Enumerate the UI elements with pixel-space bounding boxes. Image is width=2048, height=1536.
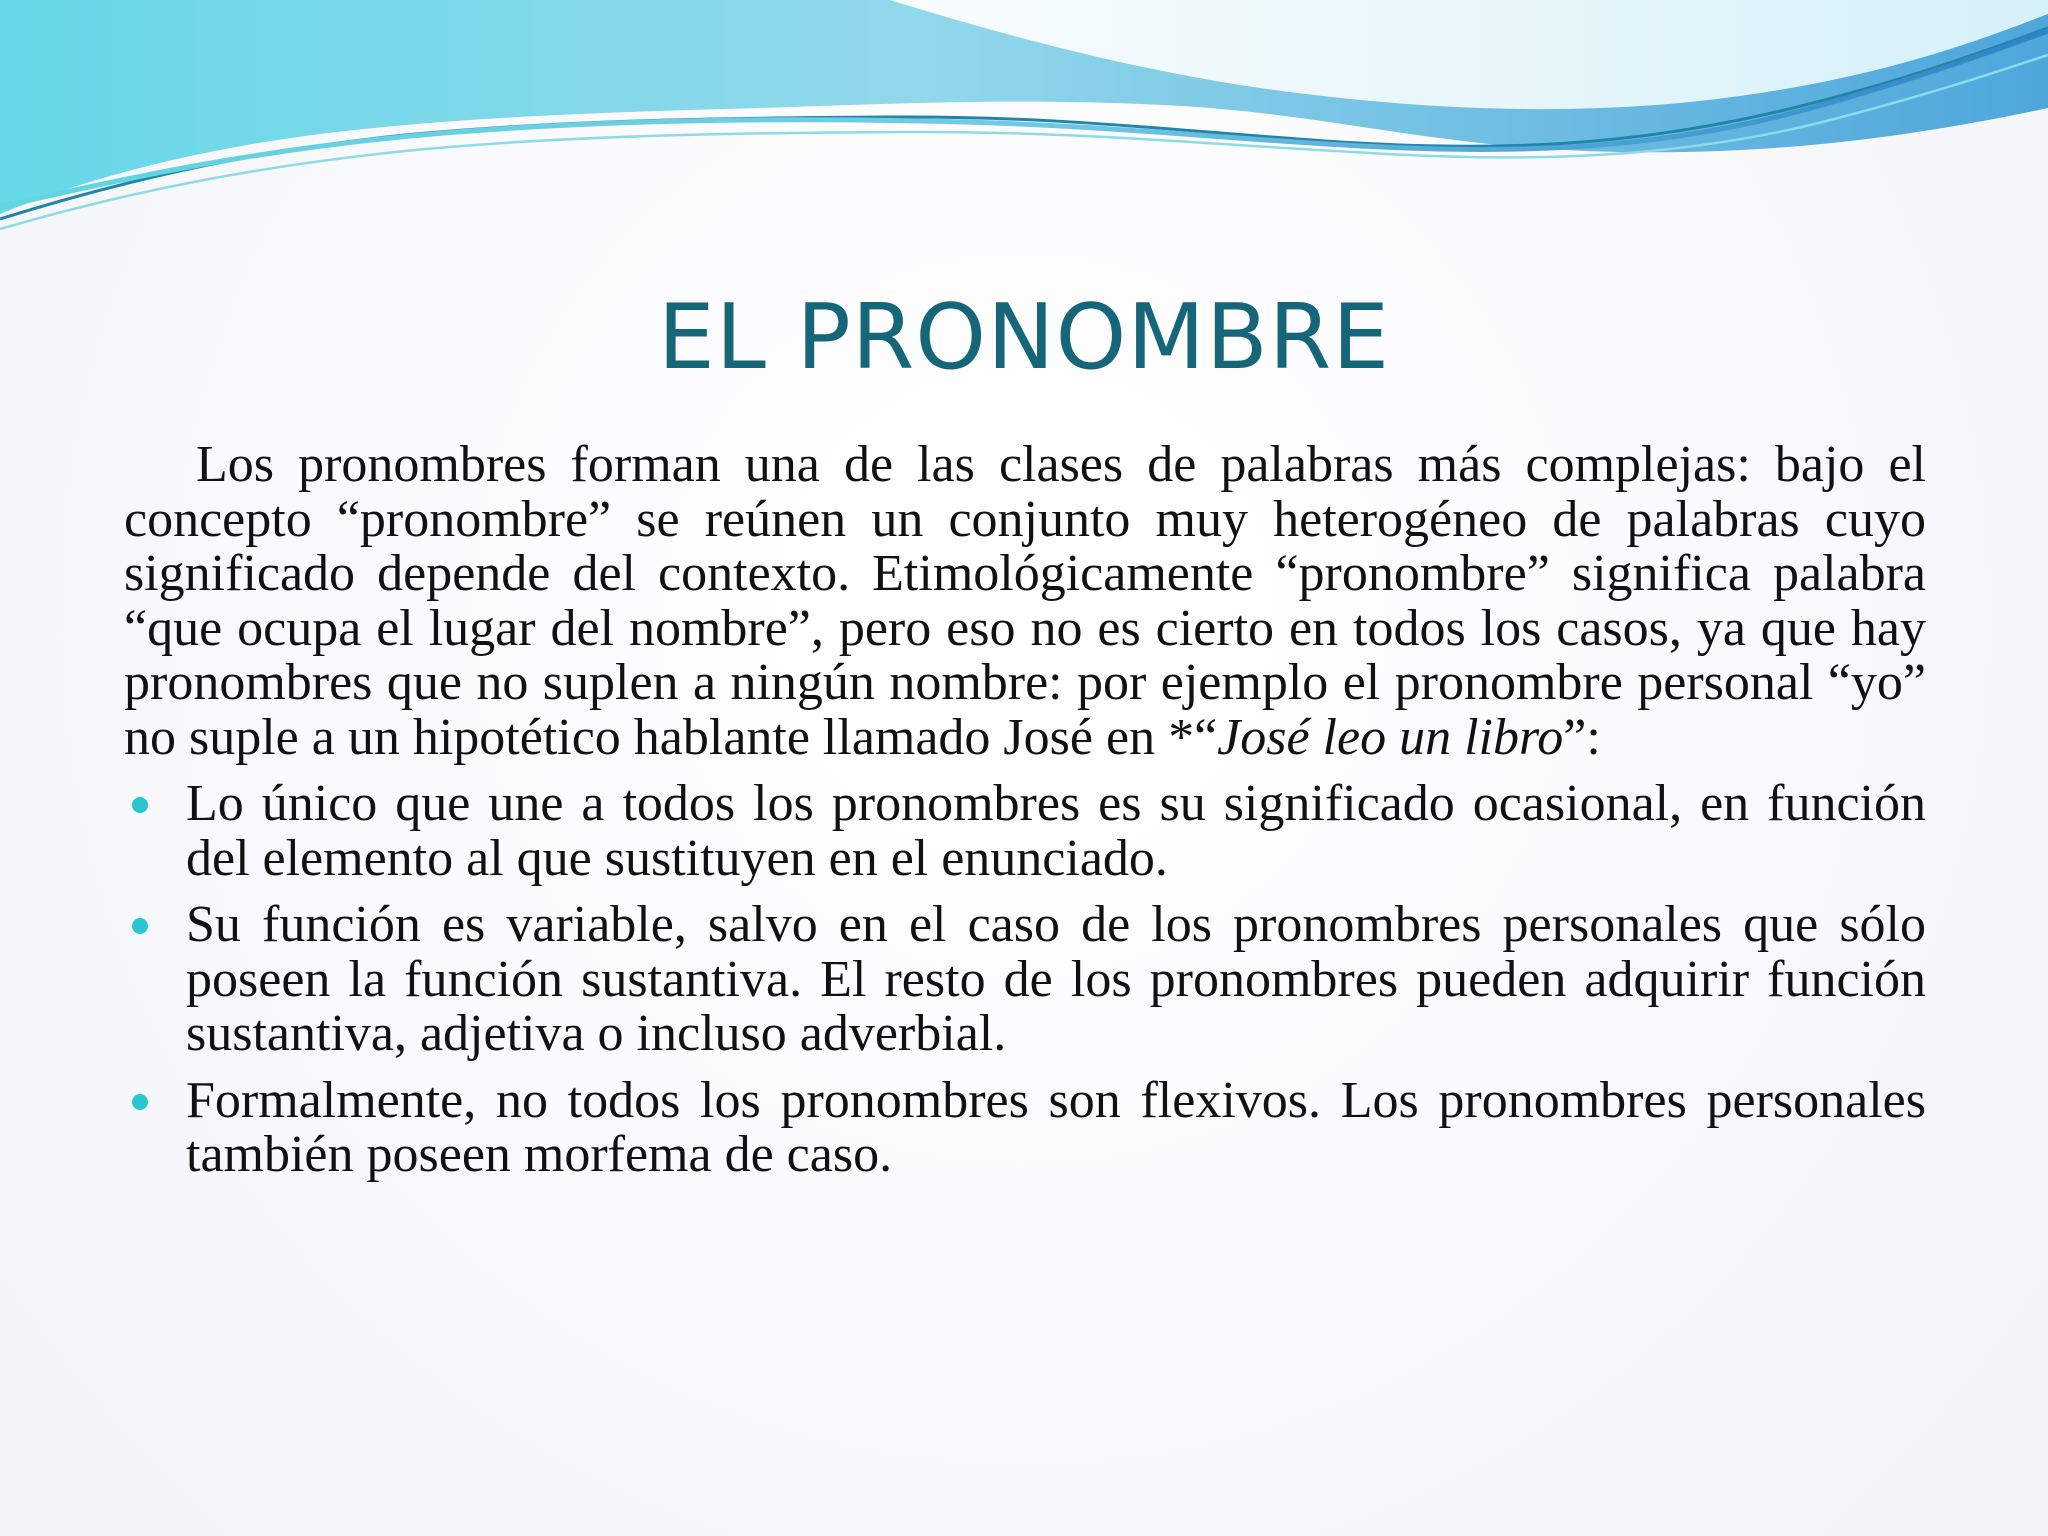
bullet-dot-icon [132,797,148,813]
bullet-dot-icon [132,1094,148,1110]
decorative-wave-banner [0,0,2048,260]
intro-italic-example: José leo un libro [1217,708,1564,766]
bullet-text-2: Su función es variable, salvo en el caso de los pronombres personales que sólo poseen la función sustantiva. El resto de los pronombres pueden adquirir función sustantiva, adjetiva o incluso adverbial. [186,896,1926,1062]
slide-body [124,438,1926,1195]
bullet-dot-icon [132,918,148,934]
bullet-item-3 [124,1071,1926,1183]
intro-text-end: ”: [1563,708,1601,766]
bullet-item-2 [124,898,1926,1062]
bullet-text-1: Lo único que une a todos los pronombres es su significado ocasional, en función del elemento al que sustituyen en el enunciado. [186,775,1926,887]
intro-text-main: Los pronombres forman una de las clases de palabras más complejas: bajo el concepto “pronombre” se reúnen un conjunto muy heterogéneo de palabras cuyo significado depende del contexto. Etimológicamente “pronombre” significa palabra “que ocupa el lugar del nombre”, pero eso no es cierto en todos los casos, ya que hay pronombres que no suplen a ningún nombre: por ejemplo el pronombre personal “yo” no suple a un hipotético hablante llamado José en *“ [124,436,1926,766]
intro-paragraph [124,438,1926,765]
slide-title: EL PRONOMBRE [657,285,1391,390]
bullet-list [124,777,1926,1183]
bullet-item-1 [124,777,1926,886]
bullet-text-3: Formalmente, no todos los pronombres son flexivos. Los pronombres personales también poseen morfema de caso. [186,1071,1926,1183]
